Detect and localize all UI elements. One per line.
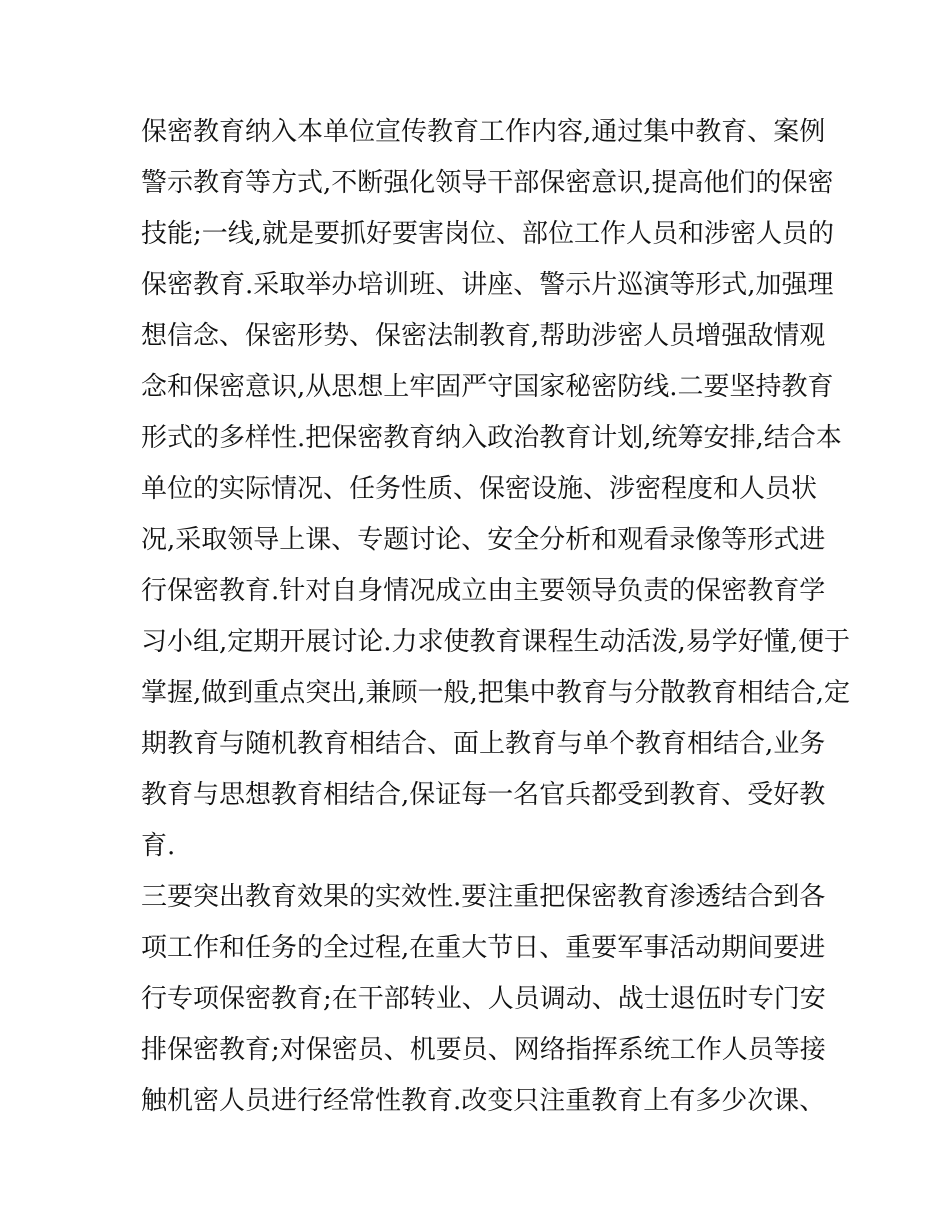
text-line: 技能;一线,就是要抓好要害岗位、部位工作人员和涉密人员的 [141, 219, 835, 249]
text-line: 项工作和任务的全过程,在重大节日、重要军事活动期间要进 [141, 933, 826, 963]
text-line: 念和保密意识,从思想上牢固严守国家秘密防线.二要坚持教育 [141, 372, 834, 402]
text-line: 形式的多样性.把保密教育纳入政治教育计划,统筹安排,结合本 [141, 423, 842, 453]
text-line: 警示教育等方式,不断强化领导干部保密意识,提高他们的保密 [141, 168, 834, 198]
text-line: 保密教育纳入本单位宣传教育工作内容,通过集中教育、案例 [141, 117, 826, 147]
text-line: 保密教育.采取举办培训班、讲座、警示片巡演等形式,加强理 [141, 270, 834, 300]
text-line: 育. [141, 831, 176, 861]
text-line: 触机密人员进行经常性教育.改变只注重教育上有多少次课、 [141, 1086, 826, 1116]
text-line: 教育与思想教育相结合,保证每一名官兵都受到教育、受好教 [141, 780, 826, 810]
text-line: 想信念、保密形势、保密法制教育,帮助涉密人员增强敌情观 [141, 321, 826, 351]
text-line: 行保密教育.针对自身情况成立由主要领导负责的保密教育学 [141, 576, 826, 606]
text-line: 行专项保密教育;在干部转业、人员调动、战士退伍时专门安 [141, 984, 826, 1014]
text-line: 期教育与随机教育相结合、面上教育与单个教育相结合,业务 [141, 729, 826, 759]
text-line: 掌握,做到重点突出,兼顾一般,把集中教育与分散教育相结合,定 [141, 678, 851, 708]
body-text [141, 107, 851, 1127]
text-line: 习小组,定期开展讨论.力求使教育课程生动活泼,易学好懂,便于 [141, 627, 851, 657]
text-line: 排保密教育;对保密员、机要员、网络指挥系统工作人员等接 [141, 1035, 826, 1065]
text-line: 三要突出教育效果的实效性.要注重把保密教育渗透结合到各 [141, 882, 826, 912]
text-line: 单位的实际情况、任务性质、保密设施、涉密程度和人员状 [141, 474, 818, 504]
text-line: 况,采取领导上课、专题讨论、安全分析和观看录像等形式进 [141, 525, 826, 555]
